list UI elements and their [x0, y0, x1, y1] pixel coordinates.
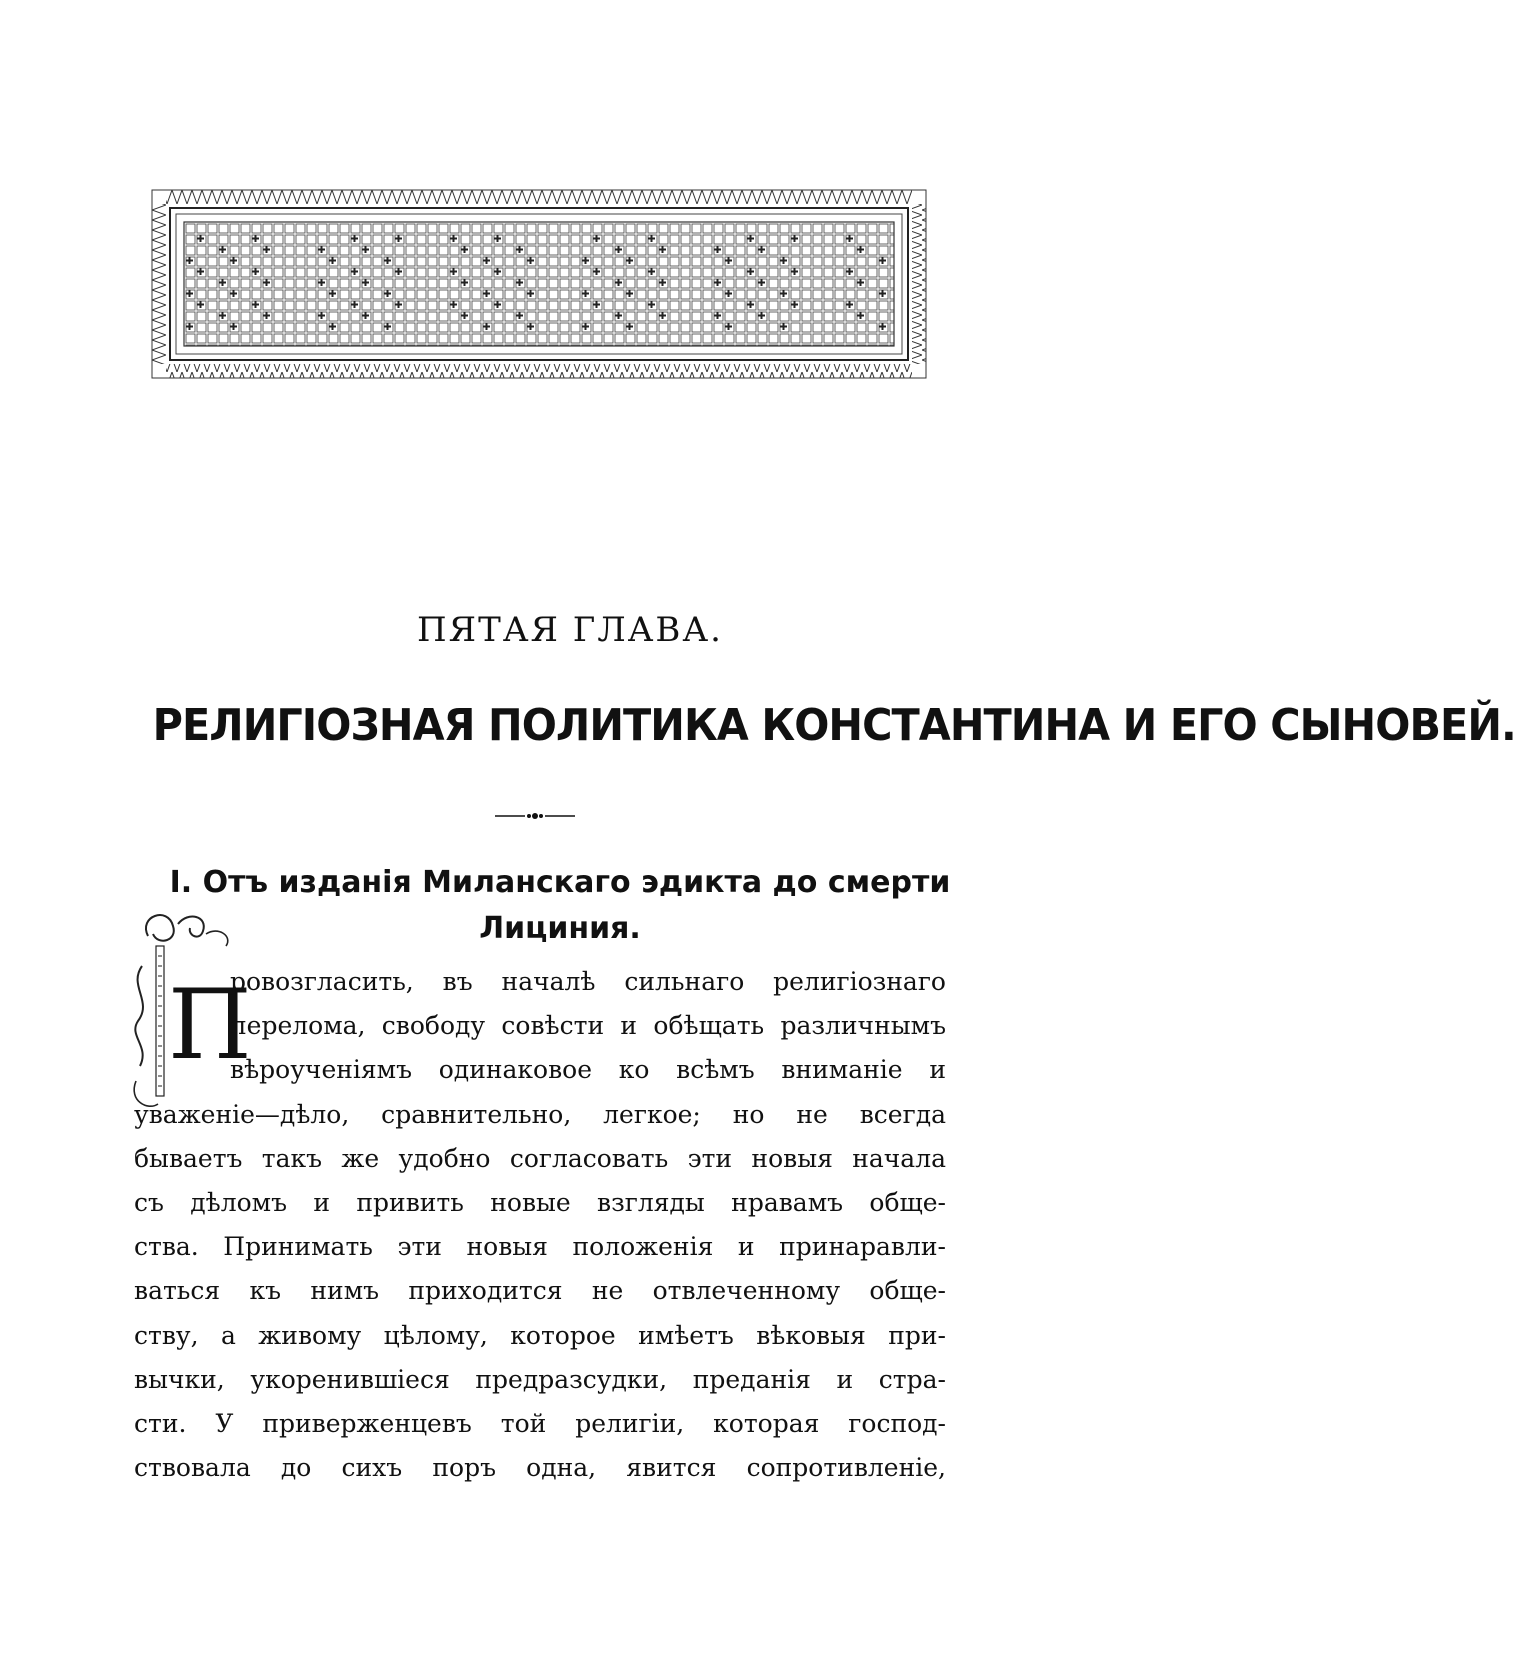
text-line: бываетъ такъ же удобно согласовать эти новыя начала: [134, 1143, 946, 1173]
chapter-label: ПЯТАЯ ГЛАВА.: [417, 610, 723, 650]
chapter-title: РЕЛИГІОЗНАЯ ПОЛИТИКА КОНСТАНТИНА И ЕГО СЫНОВЕЙ.: [152, 700, 1516, 751]
text-line: ству, а живому цѣлому, которое имѣетъ вѣковыя при-: [134, 1320, 946, 1350]
section-heading-line-1: I. Отъ изданія Миланскаго эдикта до смерти: [169, 865, 951, 900]
text-line: уваженіе—дѣло, сравнительно, легкое; но не всегда: [134, 1099, 946, 1129]
text-line: вычки, укоренившіеся предразсудки, преданія и стра-: [134, 1364, 946, 1394]
text-line: сти. У приверженцевъ той религіи, которая господ-: [134, 1409, 946, 1438]
text-line: ствовала до сихъ поръ одна, явится сопротивленіе,: [134, 1453, 946, 1483]
text-line: перелома, свободу совѣсти и обѣщать различнымъ: [230, 1011, 946, 1041]
text-line: ваться къ нимъ приходится не отвлеченному обще-: [134, 1276, 946, 1306]
text-line: ровозгласить, въ началѣ сильнаго религіознаго: [230, 967, 946, 996]
ornamental-rule: [495, 810, 575, 822]
text-line: съ дѣломъ и привить новые взгляды нравамъ обще-: [134, 1188, 946, 1217]
section-heading: [130, 860, 990, 952]
ornamental-headband: [152, 190, 926, 378]
dropcap-letter: П: [168, 969, 252, 1081]
text-line: ства. Принимать эти новыя положенія и принаравли-: [134, 1232, 946, 1262]
text-line: вѣроученіямъ одинаковое ко всѣмъ вниманіе и: [230, 1055, 946, 1085]
section-heading-line-2: Лициния.: [479, 911, 641, 946]
